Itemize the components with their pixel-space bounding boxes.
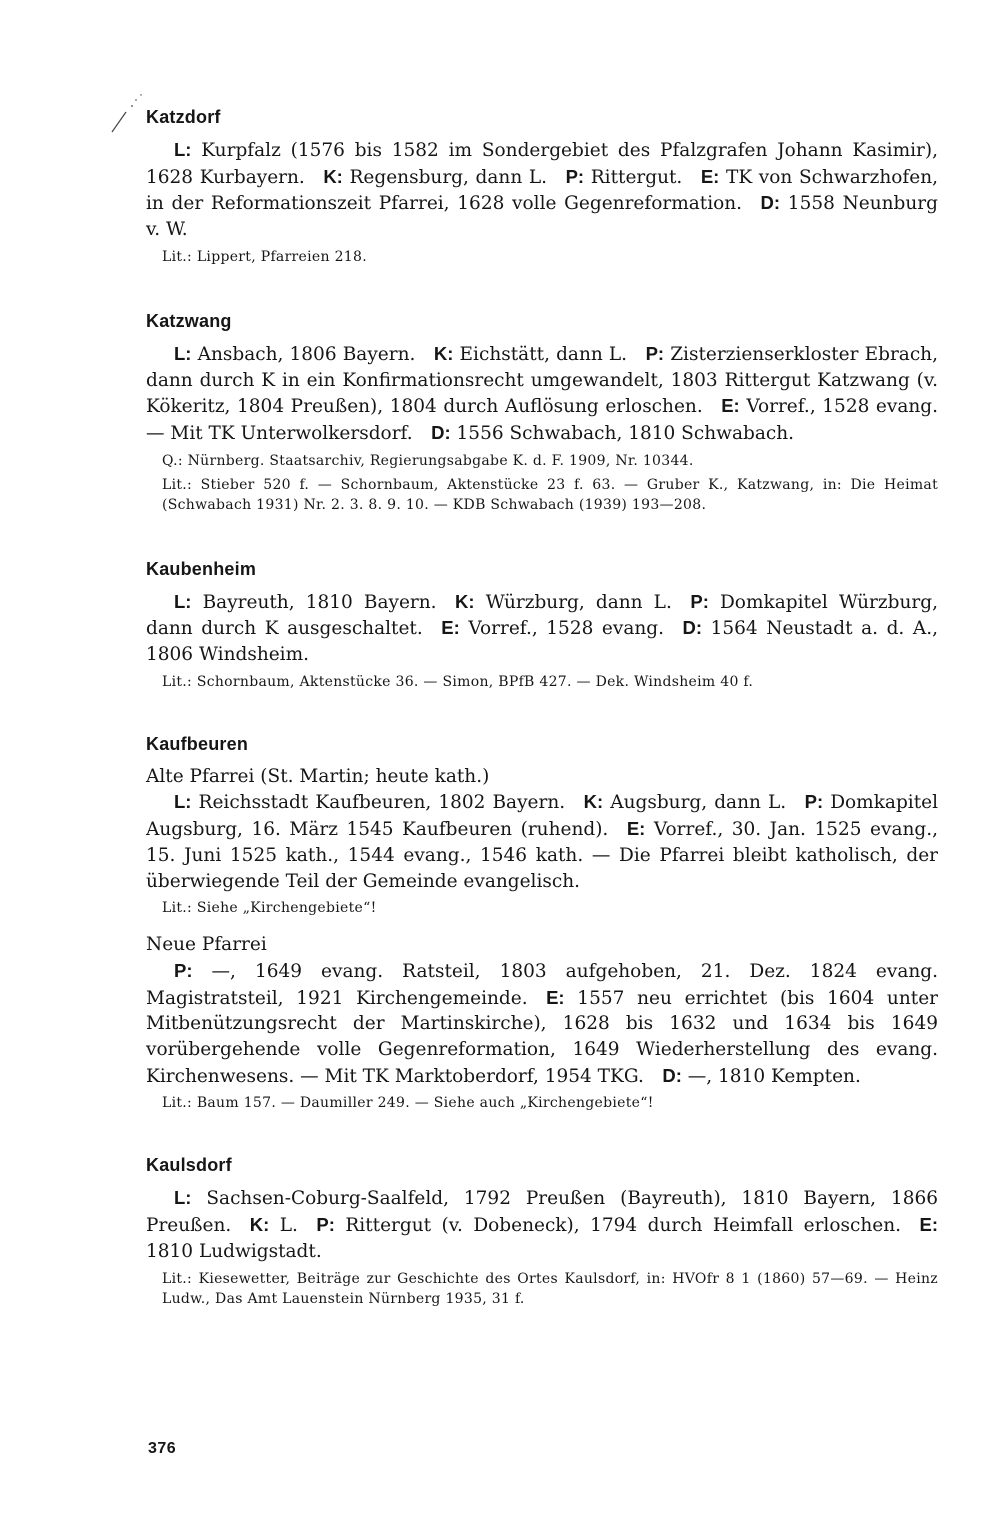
field-value: Domkapitel Augsburg, 16. März 1545 Kaufbeuren (ruhend). xyxy=(146,792,938,841)
field-value: Eichstätt, dann L. xyxy=(459,343,628,365)
parish-subtitle: Neue Pfarrei xyxy=(146,934,267,956)
field-key: P: xyxy=(565,165,585,187)
field-value: 1564 Neustadt a. d. A., 1806 Windsheim. xyxy=(146,618,938,666)
field-key: K: xyxy=(323,165,343,187)
field-key: P: xyxy=(174,959,193,981)
literature-note: Lit.: Schornbaum, Aktenstücke 36. — Simon, BPfB 427. — Dek. Windsheim 40 f. xyxy=(162,673,754,690)
literature-note: Lit.: Kiesewetter, Beiträge zur Geschichte des Ortes Kaulsdorf, in: HVOfr 8 1 (1860) 57—69. — Heinz Ludw., Das Amt Lauenstein Nürnberg 1935, 31 f. xyxy=(162,1270,938,1307)
field-value: —, 1649 evang. Ratsteil, 1803 aufgehoben, 21. Dez. 1824 evang. Magistratsteil, 1921 Kirchengemeinde. xyxy=(146,960,938,1009)
field-value: Vorref., 30. Jan. 1525 evang., 15. Juni 1525 kath., 1544 evang., 1546 kath. — Die Pfarrei bleibt katholisch, der überwiegende Teil der Gemeinde evangelisch. xyxy=(146,819,938,892)
entry-title: Kaufbeuren xyxy=(146,733,249,754)
field-key: D: xyxy=(662,1064,682,1086)
field-key: E: xyxy=(546,986,565,1008)
field-key: P: xyxy=(645,342,665,364)
literature-note: Lit.: Lippert, Pfarreien 218. xyxy=(162,248,367,265)
field-key: K: xyxy=(583,791,604,813)
entry-title: Kaubenheim xyxy=(146,558,257,579)
field-key: L: xyxy=(174,590,192,612)
field-value: Würzburg, dann L. xyxy=(485,591,672,613)
field-key: P: xyxy=(316,1214,335,1236)
field-key: D: xyxy=(431,421,451,443)
field-value: Domkapitel Würzburg, dann durch K ausgeschaltet. xyxy=(146,591,938,640)
field-key: L: xyxy=(174,342,192,364)
field-value: Bayreuth, 1810 Bayern. xyxy=(202,591,437,613)
page-content xyxy=(146,105,938,1309)
field-value: 1556 Schwabach, 1810 Schwabach. xyxy=(456,422,795,444)
field-key: P: xyxy=(804,791,824,813)
field-value: Vorref., 1528 evang. — Mit TK Unterwolkersdorf. xyxy=(146,396,939,444)
entry xyxy=(146,1153,938,1308)
field-value: Sachsen-Coburg-Saalfeld, 1792 Preußen (Bayreuth), 1810 Bayern, 1866 Preußen. xyxy=(146,1188,939,1237)
parish-subtitle: Alte Pfarrei (St. Martin; heute kath.) xyxy=(146,765,490,787)
field-value: Zisterzienserkloster Ebrach, dann durch K in ein Konfirmationsrecht umgewandelt, 1803 Rittergut Katzwang (v. Kökeritz, 1804 Preußen), 1804 durch Auflösung erloschen. xyxy=(146,343,938,418)
entry-body xyxy=(146,1185,938,1264)
literature-note: Lit.: Baum 157. — Daumiller 249. — Siehe auch „Kirchengebiete“! xyxy=(162,1095,654,1112)
field-value: Reichsstadt Kaufbeuren, 1802 Bayern. xyxy=(198,792,566,814)
field-key: D: xyxy=(760,192,781,214)
field-value: 1810 Ludwigstadt. xyxy=(146,1240,322,1262)
entry-body xyxy=(146,789,938,894)
field-key: P: xyxy=(690,590,709,612)
entry xyxy=(146,309,938,515)
field-value: Ansbach, 1806 Bayern. xyxy=(197,343,416,365)
page-number: 376 xyxy=(148,1440,177,1457)
field-value: 1557 neu errichtet (bis 1604 unter Mitbenützungsrecht der Martinskirche), 1628 bis 1632 und 1634 bis 1649 vorübergehende volle Gegenreformation, 1649 Wiederherstellung des evang. Kirchenwesens. — Mit TK Marktoberdorf, 1954 TKG. xyxy=(146,987,938,1087)
entry-body xyxy=(146,589,938,668)
field-value: Rittergut. xyxy=(590,166,683,188)
field-value: TK von Schwarzhofen, in der Reformationszeit Pfarrei, 1628 volle Gegenreformation. xyxy=(146,166,938,215)
literature-note: Q.: Nürnberg. Staatsarchiv, Regierungsabgabe K. d. F. 1909, Nr. 10344. xyxy=(162,452,694,469)
field-value: L. xyxy=(279,1215,298,1237)
field-value: —, 1810 Kempten. xyxy=(687,1065,861,1087)
field-key: D: xyxy=(682,617,703,639)
field-value: Kurpfalz (1576 bis 1582 im Sondergebiet des Pfalzgrafen Johann Kasimir), 1628 Kurbayern. xyxy=(146,140,938,188)
entry xyxy=(146,557,938,692)
field-key: K: xyxy=(249,1214,270,1236)
entry-body xyxy=(146,137,938,243)
entry-title: Katzdorf xyxy=(146,107,221,127)
entry xyxy=(146,105,938,267)
field-key: E: xyxy=(626,818,646,840)
field-key: K: xyxy=(455,590,475,612)
literature-note: Lit.: Siehe „Kirchengebiete“! xyxy=(162,900,377,917)
entry-title: Katzwang xyxy=(146,310,232,331)
field-key: K: xyxy=(433,342,454,364)
field-key: L: xyxy=(174,1187,192,1209)
literature-note: Lit.: Stieber 520 f. — Schornbaum, Aktenstücke 23 f. 63. — Gruber K., Katzwang, in: Die Heimat (Schwabach 1931) Nr. 2. 3. 8. 9. 10. — KDB Schwabach (1939) 193—208. xyxy=(162,476,938,513)
pencil-mark xyxy=(108,92,150,134)
entry-body xyxy=(146,341,938,447)
field-key: E: xyxy=(700,165,720,187)
field-value: 1558 Neunburg v. W. xyxy=(146,193,938,241)
field-value: Augsburg, dann L. xyxy=(610,792,787,814)
field-value: Rittergut (v. Dobeneck), 1794 durch Heimfall erloschen. xyxy=(345,1215,901,1237)
field-key: E: xyxy=(721,395,740,417)
field-key: L: xyxy=(174,139,192,160)
field-value: Regensburg, dann L. xyxy=(349,166,548,188)
field-key: E: xyxy=(441,617,460,639)
field-key: L: xyxy=(174,791,192,813)
entry xyxy=(146,732,938,1114)
field-value: Vorref., 1528 evang. xyxy=(468,618,664,640)
field-key: E: xyxy=(919,1214,938,1236)
entry-title: Kaulsdorf xyxy=(146,1155,232,1176)
entry-body xyxy=(146,958,938,1090)
